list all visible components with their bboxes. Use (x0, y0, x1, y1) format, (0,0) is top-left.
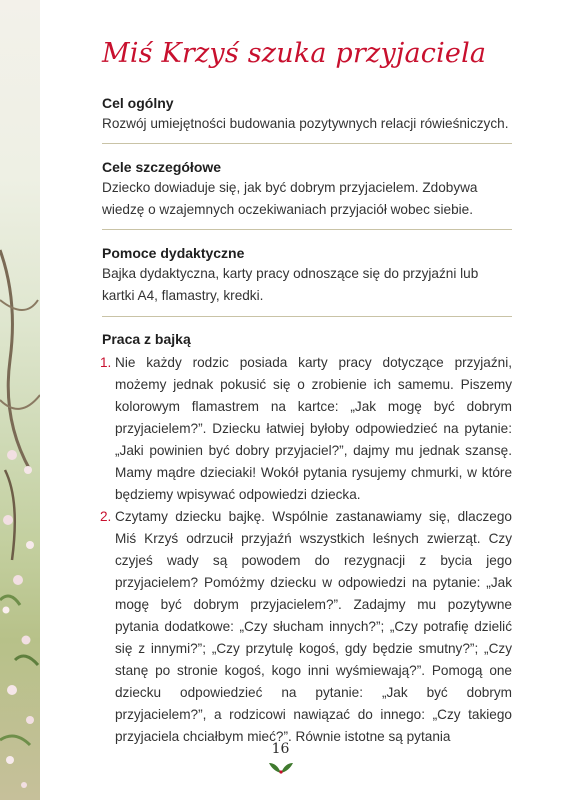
section-divider (102, 143, 512, 144)
section-heading: Cel ogólny (102, 95, 174, 111)
list-item (102, 352, 512, 506)
forest-illustration (0, 0, 40, 800)
section-body: Bajka dydaktyczna, karty pracy odnoszące się do przyjaźni lub kartki A4, flamastry, kredki. (102, 266, 479, 303)
steps-list (102, 352, 512, 748)
section-divider (102, 229, 512, 230)
section-heading: Praca z bajką (102, 331, 191, 347)
section-heading: Pomoce dydaktyczne (102, 245, 245, 261)
section-body: Dziecko dowiaduje się, jak być dobrym przyjacielem. Zdobywa wiedzę o wzajemnych oczekiwaniach przyjaciół wobec siebie. (102, 180, 478, 217)
side-illustration (0, 0, 40, 800)
page-number: 16 (271, 741, 290, 757)
step-text: Czytamy dziecku bajkę. Wspólnie zastanawiamy się, dlaczego Miś Krzyś odrzucił przyjaźń wszystkich leśnych zwierząt. Czy czyjeś wady są powodem do rezygnacji z bycia jego przyjacielem? Pomóżmy dziecku w odpowiedzi na pytanie: „Jak mogę być dobrym przyjacielem?”. Zadajmy mu pozytywne pytania dodatkowe: „Czy słucham innych?”; „Czy potrafię dzielić się z innymi?”; „Czy przytulę kogoś, gdy będzie smutny?”; „Czy stanę po stronie kogoś, kogo inni wyśmiewają?”. Pomogą one dziecku odpowiedzieć na pytanie: „Jak być dobrym przyjacielem?”, a rodzicowi nawiązać do innego: „Czy takiego przyjaciela chciałbym mieć?”. Równie istotne są pytania (115, 509, 512, 744)
page-title: Miś Krzyś szuka przyjaciela (102, 38, 487, 69)
section-heading: Cele szczegółowe (102, 159, 222, 175)
section-materials (102, 243, 512, 307)
section-divider (102, 316, 512, 317)
section-story-work (102, 329, 512, 349)
list-item (102, 506, 512, 748)
section-general-goal (102, 93, 512, 135)
step-number: 1. (100, 355, 112, 370)
step-text: Nie każdy rodzic posiada karty pracy dotyczące przyjaźni, możemy jednak pokusić się o zrobienie ich samemu. Piszemy kolorowym flamastrem na kartce: „Jak mogę być dobrym przyjacielem?”. Dziecku łatwiej byłoby odpowiedzieć na pytanie: „Jaki powinien być dobry przyjaciel?”, dajmy mu jednak szansę. Mamy mądre dzieciaki! Wokół pytania rysujemy chmurki, w które będziemy wpisywać odpowiedzi dziecka. (115, 355, 512, 502)
section-body: Rozwój umiejętności budowania pozytywnych relacji rówieśniczych. (102, 116, 509, 131)
section-detailed-goals (102, 157, 512, 221)
step-number: 2. (100, 509, 112, 524)
leaf-icon (267, 759, 295, 775)
